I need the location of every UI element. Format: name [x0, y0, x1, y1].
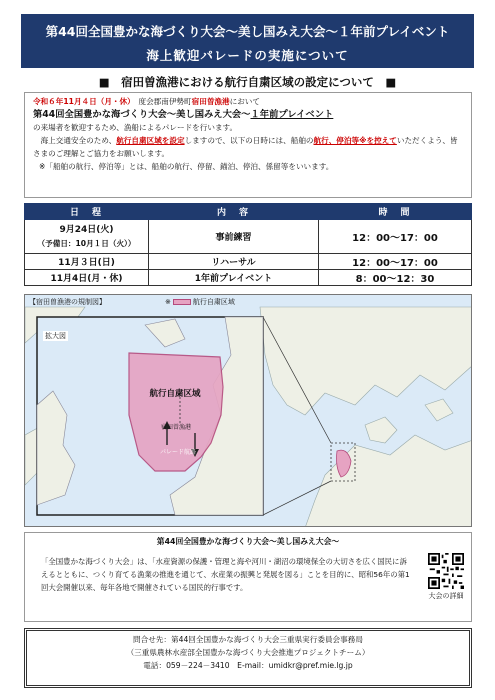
table-row: [25, 270, 472, 286]
legend-text: 航行自粛区域: [192, 298, 235, 306]
legend-prefix: ※: [165, 298, 171, 306]
map-graphic: [25, 295, 472, 527]
col-header-content: 内 容: [149, 204, 319, 220]
intro-note: ※「船舶の航行、停泊等」とは、船舶の航行、停留、錨泊、停泊、係留等をいいます。: [39, 162, 334, 171]
intro-box: [24, 92, 472, 198]
info-body: 「全国豊かな海づくり大会」は、「水産資源の保護・管理と海や河川・湖沼の環境保全の大切さを広く国民に訴えるとともに、つくり育てる漁業の推進を通じて、水産業の振興と発展を図る」ことを目的に、昭和56年の第1回大会開催以来、毎年各地で開催されている国民的行事です。: [41, 557, 410, 592]
header-title-line2: 海上歓迎パレードの実施について: [146, 48, 349, 63]
event-header: [21, 14, 474, 68]
zoom-label: 拡大図: [45, 332, 66, 340]
request-text-a: 海上交通安全のため、: [33, 136, 117, 145]
col-header-time: 時 間: [319, 204, 472, 220]
parade-route-label: パレード航路: [160, 449, 197, 456]
event-subtitle: １年前プレイベント: [250, 109, 334, 120]
row-time: 8：00～12：30: [319, 270, 472, 286]
col-header-date: 日 程: [25, 204, 149, 220]
contact-box: [24, 628, 472, 688]
contact-line3: 電話：059－224－3410 E-mail：umidkr@pref.mie.lg.jp: [143, 661, 353, 670]
qr-code-icon[interactable]: [428, 553, 464, 589]
contact-line1: 問合せ先：第44回全国豊かな海づくり大会三重県実行委員会事務局: [133, 635, 363, 644]
row-date: 11月4日(月・休): [25, 270, 149, 286]
restriction-highlight: 航行自粛区域を設定: [116, 136, 185, 145]
request-text-c: いただくよう、皆さまのご理解とご協力をお願いします。: [33, 136, 458, 158]
row-content: 1年前プレイベント: [149, 270, 319, 286]
event-date: 令和６年11月４日（月・休）: [33, 97, 131, 106]
row-date: 9月24日(火): [59, 224, 114, 235]
harbor-name: 宿田曽漁港: [191, 97, 230, 106]
navigation-highlight: 航行、停泊等※を控えて: [313, 136, 397, 145]
row-content: 事前練習: [149, 220, 319, 254]
section-title: ■ 宿田曽漁港における航行自粛区域の設定について ■: [98, 75, 397, 89]
schedule-header-row: [25, 204, 472, 220]
header-title-line1: 第44回全国豊かな海づくり大会～美し国みえ大会～１年前プレイベント: [45, 24, 450, 39]
table-row: [25, 254, 472, 270]
request-text-b: しますので、以下の日時には、船舶の: [184, 136, 314, 145]
restriction-map: [24, 294, 472, 527]
map-label: 【宿田曽漁港の規制図】: [29, 298, 106, 306]
harbor-label: 宿田曽漁港: [161, 424, 192, 431]
zone-label: 航行自粛区域: [149, 389, 201, 399]
row-date-sub: （予備日：10月１日（火））: [37, 238, 136, 248]
location-suffix: において: [229, 97, 260, 106]
contact-line2: （三重県農林水産部全国豊かな海づくり大会推進プロジェクトチーム）: [126, 648, 370, 657]
row-content: リハーサル: [149, 254, 319, 270]
intro-request: [33, 134, 463, 160]
location-text: 度会郡南伊勢町: [130, 97, 192, 106]
schedule-table: [24, 203, 472, 286]
info-title: 第44回全国豊かな海づくり大会～美し国みえ大会～: [156, 537, 340, 546]
table-row: [25, 220, 472, 254]
row-time: 12：00～17：00: [319, 254, 472, 270]
intro-purpose: の来場者を歓迎するため、漁船によるパレードを行います。: [33, 123, 238, 132]
row-date: 11月３日(日): [25, 254, 149, 270]
qr-caption: 大会の詳細: [428, 592, 464, 600]
event-info-box: [24, 532, 472, 622]
row-time: 12：00～17：00: [319, 220, 472, 254]
event-name: 第44回全国豊かな海づくり大会～美し国みえ大会～: [33, 109, 251, 120]
legend-swatch: [173, 299, 191, 305]
map-legend: [165, 297, 235, 307]
